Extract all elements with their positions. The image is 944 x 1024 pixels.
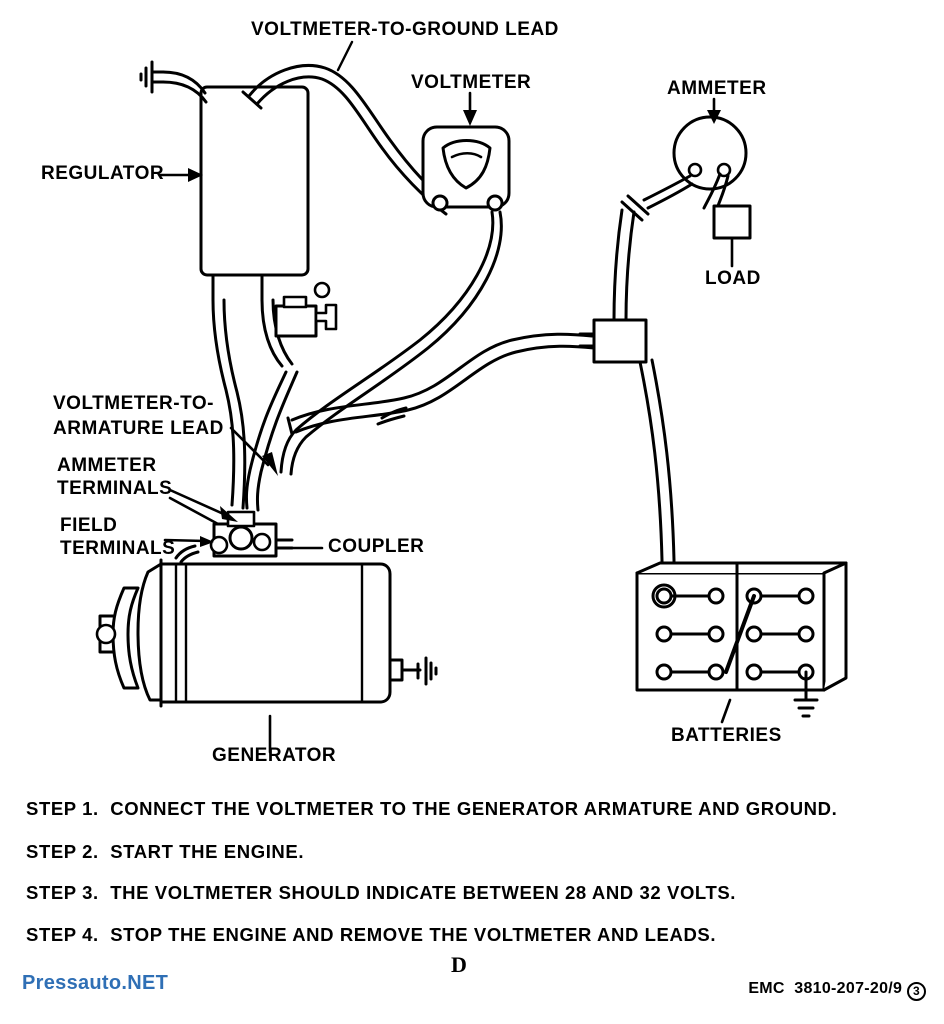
label-batteries: BATTERIES [671, 725, 782, 746]
batteries-body [637, 563, 846, 716]
harness-junction-box [580, 320, 646, 362]
document-code [748, 980, 926, 1001]
ammeter-to-junction-wire [614, 210, 634, 320]
step-1: STEP 1. CONNECT THE VOLTMETER TO THE GENERATOR ARMATURE AND GROUND. [26, 798, 838, 819]
regulator-body [201, 87, 308, 300]
label-coupler: COUPLER [328, 536, 425, 557]
label-generator: GENERATOR [212, 745, 337, 766]
plate-letter: D [451, 952, 467, 977]
inline-connector-block [276, 283, 336, 336]
leader-voltmeter-ground [338, 42, 352, 70]
label-voltmeter-to-ground-lead: VOLTMETER-TO-GROUND LEAD [251, 19, 559, 40]
label-ammeter: AMMETER [667, 78, 767, 99]
voltmeter-body [423, 127, 509, 210]
label-field-terminals-line1: FIELD [60, 515, 118, 536]
generator-body [97, 560, 436, 706]
label-voltmeter-to-armature-lead-line2: ARMATURE LEAD [53, 418, 224, 439]
label-regulator: REGULATOR [41, 163, 165, 184]
label-load: LOAD [705, 268, 761, 289]
leader-ammeter-terminals [170, 490, 238, 524]
leader-batteries [722, 700, 730, 722]
regulator-ground-lead [141, 62, 206, 102]
junction-to-battery-wire [640, 360, 674, 594]
label-ammeter-terminals-line1: AMMETER [57, 455, 157, 476]
label-voltmeter-to-armature-lead-line1: VOLTMETER-TO- [53, 393, 214, 414]
step-4: STEP 4. STOP THE ENGINE AND REMOVE THE VOLTMETER AND LEADS. [26, 924, 717, 945]
leader-regulator [160, 168, 203, 182]
label-field-terminals-line2: TERMINALS [60, 538, 176, 559]
main-harness-wire [288, 334, 594, 434]
document-code-text: EMC 3810-207-20/9 [748, 980, 903, 997]
watermark: Pressauto.NET [22, 972, 169, 994]
label-voltmeter: VOLTMETER [411, 72, 532, 93]
label-ammeter-terminals-line2: TERMINALS [57, 478, 173, 499]
leader-voltmeter [463, 93, 477, 126]
step-3: STEP 3. THE VOLTMETER SHOULD INDICATE BETWEEN 28 AND 32 VOLTS. [26, 882, 737, 903]
document-code-revision: 3 [907, 982, 926, 1001]
step-2: STEP 2. START THE ENGINE. [26, 841, 305, 862]
voltmeter-to-armature-lead-wire [281, 212, 501, 474]
